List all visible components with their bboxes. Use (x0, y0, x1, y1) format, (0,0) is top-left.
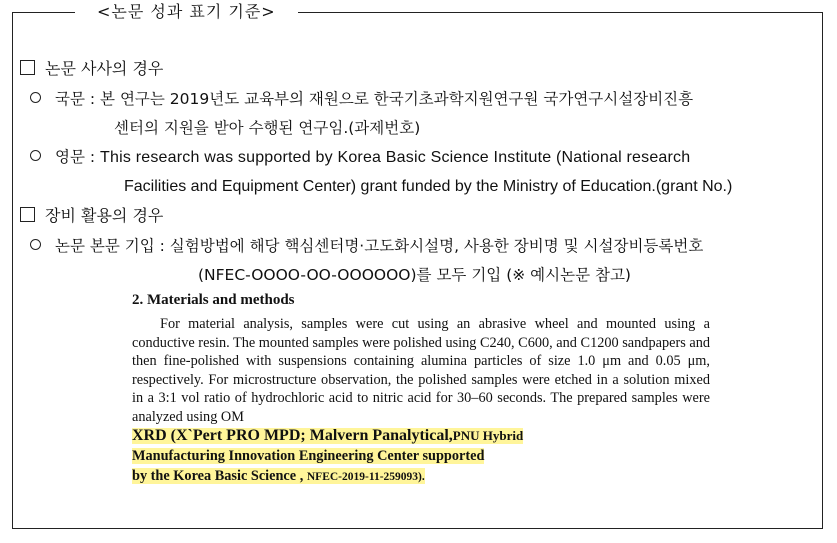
highlight-line-2: Manufacturing Innovation Engineering Center supported (132, 448, 485, 464)
english-line-2: Facilities and Equipment Center) grant funded by the Ministry of Education.(grant No.) (124, 178, 733, 195)
checkbox-square-icon (20, 207, 35, 222)
example-paper-excerpt (132, 292, 710, 487)
paper-body-line-1: 실험방법에 해당 핵심센터명·고도화시설명, 사용한 장비명 및 시설장비등록번호 (169, 237, 704, 255)
section-heading-acknowledgment (20, 58, 163, 80)
english-label: 영문 : (55, 148, 96, 166)
circle-bullet-icon (30, 239, 41, 250)
english-acknowledgment (30, 146, 690, 169)
section-heading-text: 논문 사사의 경우 (45, 59, 164, 78)
circle-bullet-icon (30, 92, 41, 103)
paper-paragraph: For material analysis, samples were cut using an abrasive wheel and mounted using a conductive resin. The mounted samples were polished using C240, C600, and C1200 sandpapers and then fine-polished with suspensions containing alumina particles of size 1.0 μm and 0.05 μm, respectively. For microstructure observation, the polished samples were etched in a solution mixed in a 3:1 vol ratio of hydrochloric acid to nitric acid for 30–60 seconds. The prepared samples were analyzed using OM (132, 316, 710, 425)
korean-line-2: 센터의 지원을 받아 수행된 연구임.(과제번호) (114, 119, 421, 137)
highlight-line-1: XRD (X`Pert PRO MPD; Malvern Panalytical,PNU Hybrid (132, 427, 524, 444)
korean-acknowledgment (30, 88, 693, 110)
korean-label: 국문 : (55, 90, 96, 108)
paper-body-line-2: (NFEC-OOOO-OO-OOOOOO)를 모두 기입 (※ 예시논문 참고) (198, 266, 631, 284)
section-heading-text: 장비 활용의 경우 (45, 206, 164, 225)
paper-section-heading: 2. Materials and methods (132, 292, 295, 308)
checkbox-square-icon (20, 60, 35, 75)
highlight-line-3: by the Korea Basic Science , NFEC-2019-11-259093). (132, 468, 425, 484)
paper-body-entry (30, 235, 703, 257)
korean-line-1: 본 연구는 2019년도 교육부의 재원으로 한국기초과학지원연구원 국가연구시설장비진흥 (100, 90, 694, 108)
circle-bullet-icon (30, 150, 41, 161)
section-heading-equipment (20, 205, 163, 227)
english-line-1: This research was supported by Korea Basic Science Institute (National research (100, 149, 691, 166)
paper-body-label: 논문 본문 기입 : (55, 237, 165, 255)
page-title: <논문 성과 표기 기준> (75, 0, 298, 24)
